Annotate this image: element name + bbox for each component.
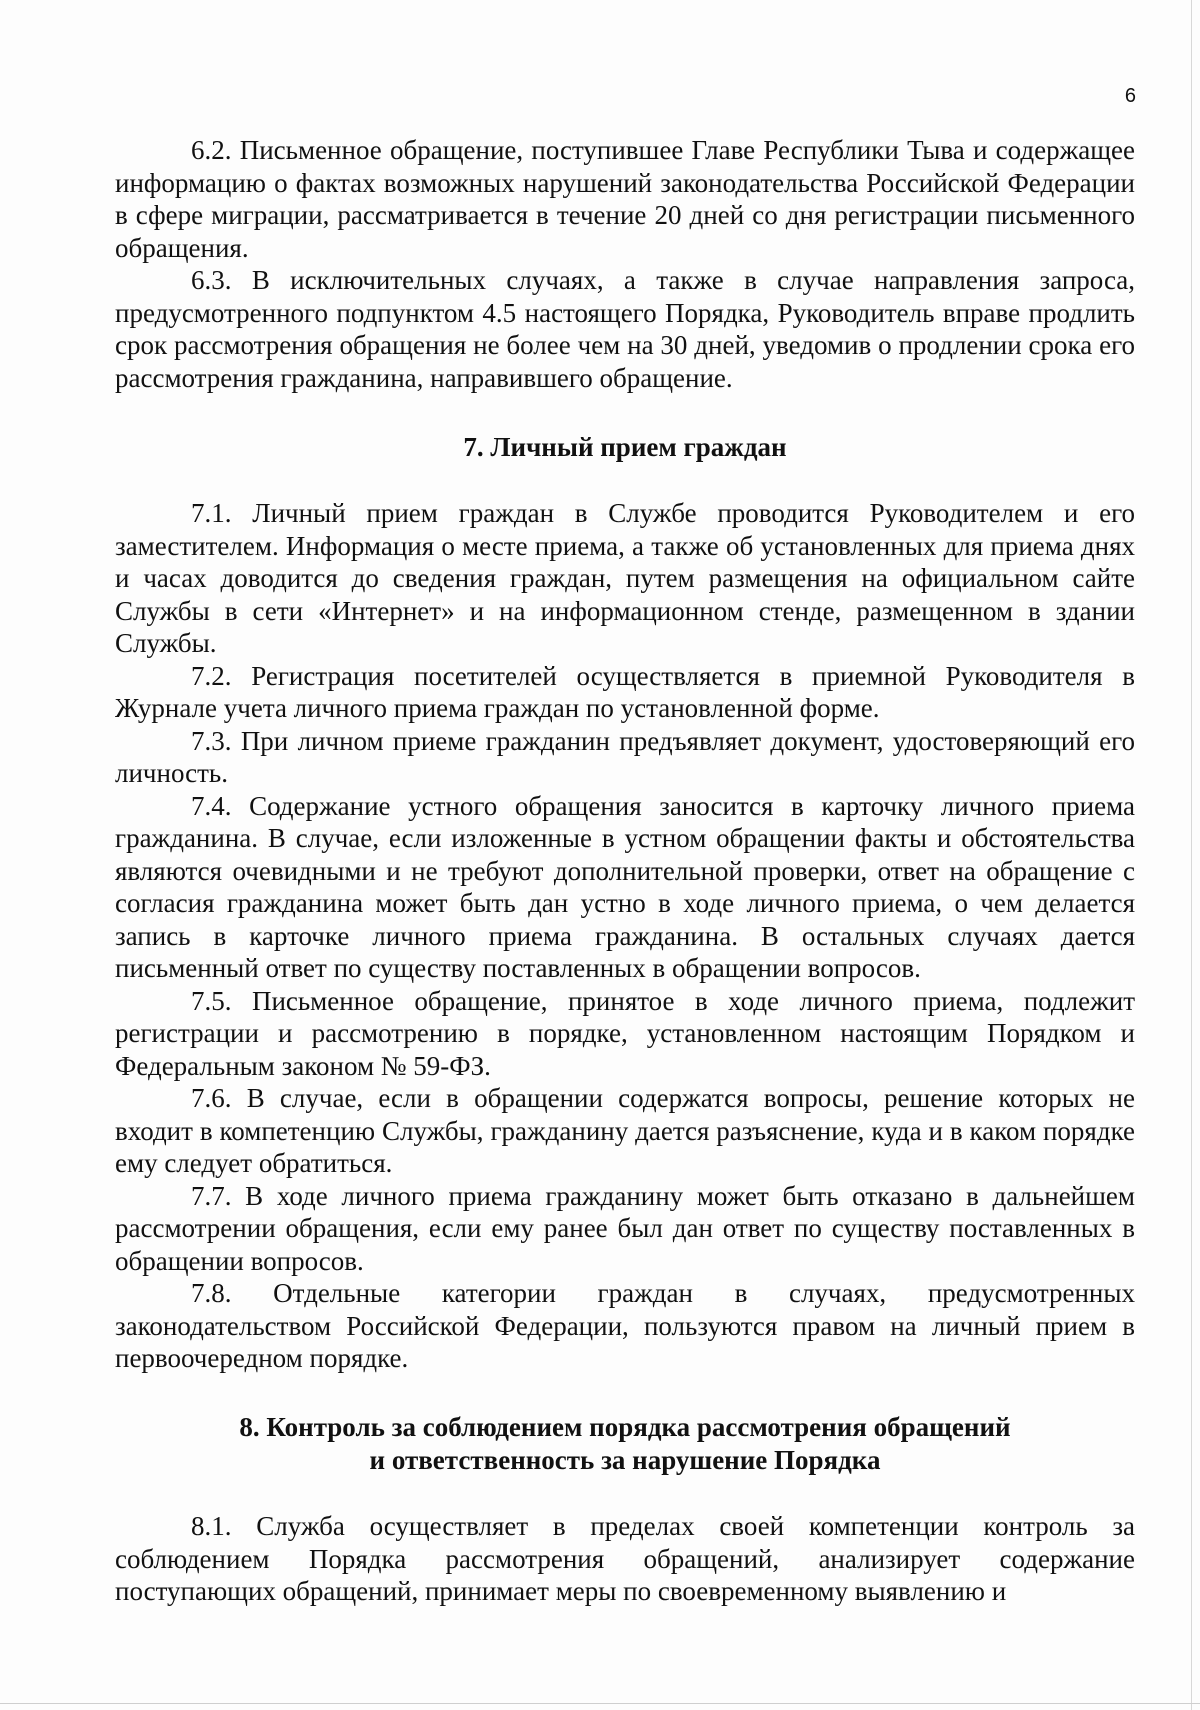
- paragraph-block-7: [115, 497, 1135, 1375]
- section-8-heading-line-2: и ответственность за нарушение Порядка: [369, 1444, 881, 1475]
- paragraph-7-8: 7.8. Отдельные категории граждан в случаях, предусмотренных законодательством Российской Федерации, пользуются правом на личный прием в первоочередном порядке.: [115, 1278, 1135, 1373]
- section-8-heading-line-1: 8. Контроль за соблюдением порядка рассмотрения обращений: [239, 1412, 1011, 1442]
- section-7-heading: 7. Личный прием граждан: [463, 432, 787, 462]
- section-8-heading: [115, 1411, 1135, 1476]
- paragraph-7-7: 7.7. В ходе личного приема гражданину может быть отказано в дальнейшем рассмотрении обращения, если ему ранее был дан ответ по существу поставленных в обращении вопросов.: [115, 1180, 1135, 1276]
- paragraph-7-3: 7.3. При личном приеме гражданин предъявляет документ, удостоверяющий его личность.: [115, 725, 1135, 788]
- paragraph-block-8: [115, 1510, 1135, 1608]
- paragraph-6-2: 6.2. Письменное обращение, поступившее Главе Республики Тыва и содержащее информацию о фактах возможных нарушений законодательства Российской Федерации в сфере миграции, рассматривается в течение 20 дней со дня регистрации письменного обращения.: [115, 135, 1135, 263]
- section-7-heading-wrap: [115, 431, 1135, 464]
- paragraph-7-4: 7.4. Содержание устного обращения заносится в карточку личного приема гражданина. В случае, если изложенные в устном обращении факты и обстоятельства являются очевидными и не требуют дополнительной проверки, ответ на обращение с согласия гражданина может быть дан устно в ходе личного приема, о чем делается запись в карточке личного приема гражданина. В остальных случаях дается письменный ответ по существу поставленных в обращении вопросов.: [115, 790, 1135, 983]
- paragraph-block-6: [115, 134, 1135, 394]
- paragraph-7-6: 7.6. В случае, если в обращении содержатся вопросы, решение которых не входит в компетенцию Службы, гражданину дается разъяснение, куда и в каком порядке ему следует обратиться.: [115, 1083, 1135, 1178]
- paragraph-8-1: 8.1. Служба осуществляет в пределах своей компетенции контроль за соблюдением Порядка рассмотрения обращений, анализирует содержание поступающих обращений, принимает меры по своевременному выявлению и: [115, 1511, 1135, 1606]
- page-number: 6: [1124, 85, 1136, 107]
- section-8-heading-wrap: [115, 1411, 1135, 1476]
- paragraph-7-1: 7.1. Личный прием граждан в Службе проводится Руководителем и его заместителем. Информация о месте приема, а также об установленных для приема днях и часах доводится до сведения граждан, путем размещения на официальном сайте Службы в сети «Интернет» и на информационном стенде, размещенном в здании Службы.: [115, 498, 1135, 658]
- scan-edge-right: [1191, 0, 1192, 1710]
- paragraph-7-2: 7.2. Регистрация посетителей осуществляется в приемной Руководителя в Журнале учета личного приема граждан по установленной форме.: [115, 660, 1135, 723]
- scan-edge-bottom: [0, 1703, 1200, 1704]
- paragraph-7-5: 7.5. Письменное обращение, принятое в ходе личного приема, подлежит регистрации и рассмотрению в порядке, установленном настоящим Порядком и Федеральным законом № 59-ФЗ.: [115, 985, 1135, 1081]
- paragraph-6-3: 6.3. В исключительных случаях, а также в случае направления запроса, предусмотренного подпунктом 4.5 настоящего Порядка, Руководитель вправе продлить срок рассмотрения обращения не более чем на 30 дней, уведомив о продлении срока его рассмотрения гражданина, направившего обращение.: [115, 265, 1135, 393]
